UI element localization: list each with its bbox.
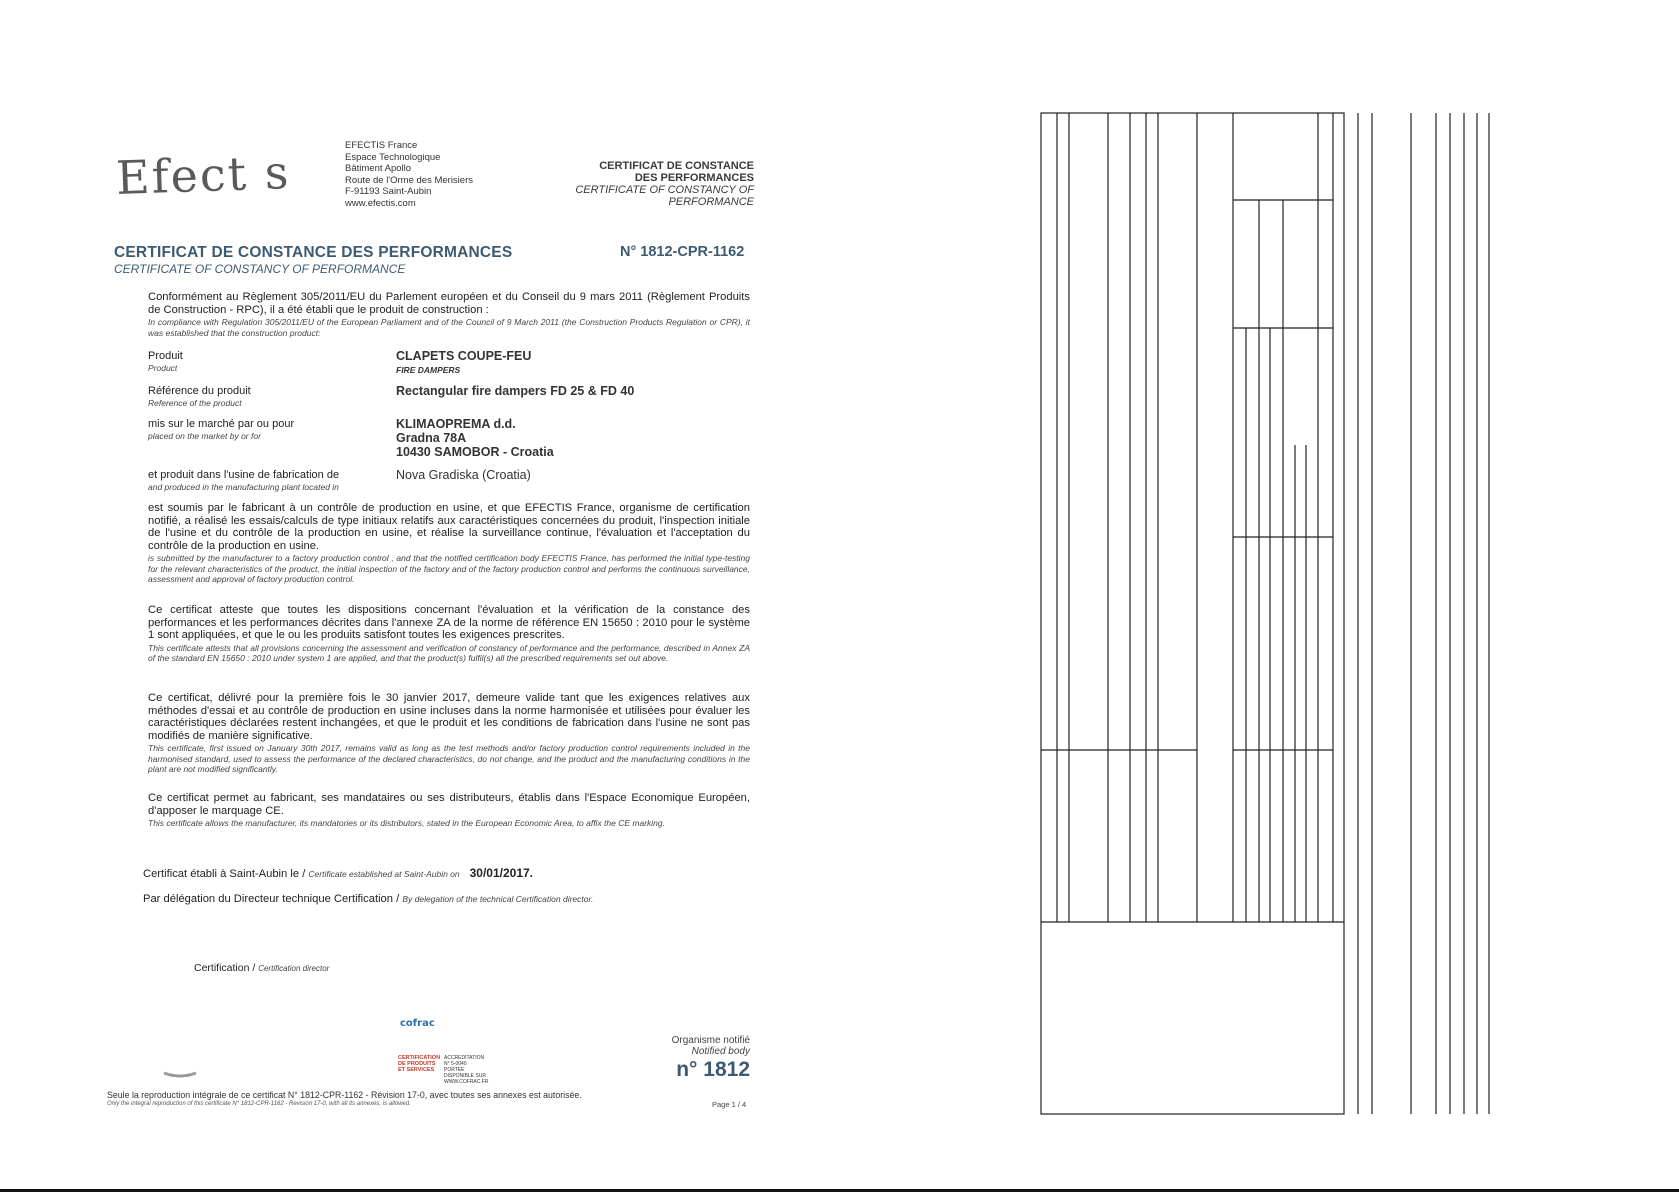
manufacturer-street: Gradna 78A: [396, 431, 467, 445]
certificate-title-en: CERTIFICATE OF CONSTANCY OF PERFORMANCE: [114, 262, 406, 276]
attestation-fr: Ce certificat atteste que toutes les dispositions concernant l'évaluation et la vérification de la constance des performances et les performances décrites dans l'annexe ZA de la norme de référence EN 15650 : 2010 pour le système 1 sont appliquées, et que le ou les produits satisfont toutes les exigences prescrites.: [148, 604, 750, 642]
product-value-en: FIRE DAMPERS: [396, 365, 461, 375]
plant-value: Nova Gradiska (Croatia): [396, 468, 531, 482]
cofrac-right-line: PORTEE DISPONIBLE SUR: [444, 1067, 486, 1079]
certificate-title: CERTIFICAT DE CONSTANCE DES PERFORMANCES: [114, 244, 513, 261]
notified-body-number: n° 1812: [676, 1058, 750, 1081]
cofrac-right-line: ACCREDITATION: [444, 1055, 485, 1061]
header-fr-line-2: DES PERFORMANCES: [634, 172, 754, 184]
address-line: F-91193 Saint-Aubin: [345, 186, 432, 197]
established-en: Certificate established at Saint-Aubin on: [308, 869, 460, 879]
delegation-fr: Par délégation du Directeur technique Certification /: [143, 893, 403, 905]
signatory-fr: Certification /: [194, 962, 259, 974]
efectis-logo: Efect s: [115, 144, 292, 206]
address-line: www.efectis.com: [345, 197, 416, 209]
ce-marking-fr: Ce certificat permet au fabricant, ses mandataires ou ses distributeurs, établis dans l'Espace Economique Européen, d'apposer le marquage CE.: [148, 792, 750, 817]
manufacturer-name: KLIMAOPREMA d.d.: [396, 417, 516, 431]
signatory-en: Certification director: [258, 964, 330, 973]
intro-fr: Conformément au Règlement 305/2011/EU du Parlement européen et du Conseil du 9 mars 2011 (Règlement Produits de Construction - RPC), il a été établi que le produit de construction :: [148, 291, 750, 316]
validity-fr: Ce certificat, délivré pour la première fois le 30 janvier 2017, demeure valide tant que les exigences relatives aux méthodes d'essai et au contrôle de production en usine incluses dans la norme harmonisée et utilisées pour évaluer les caractéristiques déclarées restent inchangées, et que le produit et les conditions de fabrication dans l'usine ne sont pas modifiés de manière significative.: [148, 692, 750, 742]
cofrac-left-line: DE PRODUITS: [398, 1061, 436, 1067]
product-value-fr: CLAPETS COUPE-FEU: [396, 349, 532, 363]
footer-reproduction-fr: Seule la reproduction intégrale de ce certificat N° 1812-CPR-1162 - Révision 17-0, avec toutes ses annexes est autorisée.: [107, 1090, 582, 1100]
footer-reproduction-en: Only the integral reproduction of this certificate N° 1812-CPR-1162 - Revision 17-0, with all its annexes, is allowed.: [107, 1101, 411, 1107]
market-label-en: placed on the market by or for: [148, 431, 261, 441]
reference-value: Rectangular fire dampers FD 25 & FD 40: [396, 384, 635, 398]
product-label-en: Product: [148, 363, 178, 373]
header-en-line-1: CERTIFICATE OF CONSTANCY OF: [575, 184, 754, 196]
certificate-number: N° 1812-CPR-1162: [620, 244, 745, 260]
address-line: EFECTIS France: [345, 140, 418, 151]
cofrac-left-line: CERTIFICATION: [398, 1055, 441, 1061]
cofrac-right-line: N° 5-0040: [444, 1061, 467, 1067]
reference-label-fr: Référence du produit: [148, 385, 251, 397]
market-label-fr: mis sur le marché par ou pour: [148, 418, 295, 430]
reference-label-en: Reference of the product: [148, 398, 242, 408]
plant-label-fr: et produit dans l'usine de fabrication de: [148, 469, 340, 481]
intro-en: In compliance with Regulation 305/2011/EU of the European Parliament and of the Council of 9 March 2011 (the Construction Products Regulation or CPR), it was established that the construction product:: [148, 317, 750, 338]
manufacturer-city: 10430 SAMOBOR - Croatia: [396, 445, 554, 459]
delegation-en: By delegation of the technical Certification director.: [402, 894, 594, 904]
ce-marking-en: This certificate allows the manufacturer, its mandatories or its distributors, stated in the European Economic Area, to affix the CE marking.: [148, 818, 666, 829]
header-fr-line-1: CERTIFICAT DE CONSTANCE: [599, 160, 754, 172]
cofrac-right-line: WWW.COFRAC.FR: [444, 1079, 489, 1085]
cofrac-logo: cofrac: [400, 1018, 435, 1029]
plant-label-en: and produced in the manufacturing plant located in: [148, 482, 339, 492]
fpc-en: is submitted by the manufacturer to a factory production control , and that the notified certification body EFECTIS France, has performed the initial type-testing for the relevant characteristics of the product, the initial inspection of the factory and of the factory production control and performs the continuous surveillance, assessment and approval of factory production control.: [148, 553, 750, 585]
product-label-fr: Produit: [148, 350, 183, 362]
established-fr: Certificat établi à Saint-Aubin le /: [143, 868, 309, 880]
table-frame: [1041, 113, 1344, 1114]
address-line: Espace Technologique: [345, 151, 441, 163]
validity-en: This certificate, first issued on January 30th 2017, remains valid as long as the test methods and/or factory production control requirements included in the harmonised standard, used to assess the performance of the declared characteristics, do not change, and the product and the manufacturing conditions in the plant are not modified significantly.: [148, 743, 750, 775]
established-date: 30/01/2017.: [469, 866, 534, 880]
address-line: Bâtiment Apollo: [345, 163, 412, 174]
fpc-fr: est soumis par le fabricant à un contrôle de production en usine, et que EFECTIS France, organisme de certification notifié, a réalisé les essais/calculs de type initiaux relatifs aux caractéristiques concernées du produit, l'inspection initiale de l'usine et du contrôle de la production en usine, et réalise la surveillance continue, l'évaluation et l'acceptation du contrôle de la production en usine.: [148, 502, 750, 552]
header-en-line-2: PERFORMANCE: [668, 196, 754, 208]
notified-body-fr: Organisme notifié: [671, 1035, 750, 1046]
notified-body-en: Notified body: [691, 1046, 750, 1057]
page-number: Page 1 / 4: [712, 1100, 747, 1109]
cofrac-left-line: ET SERVICES: [398, 1067, 435, 1073]
attestation-en: This certificate attests that all provisions concerning the assessment and verification of constancy of performance and the performance, described in Annex ZA of the standard EN 15650 : 2010 under system 1 are applied, and that the product(s) fulfil(s) all the prescribed requirements set out above.: [148, 642, 750, 664]
address-line: Route de l'Orme des Merisiers: [345, 174, 473, 186]
